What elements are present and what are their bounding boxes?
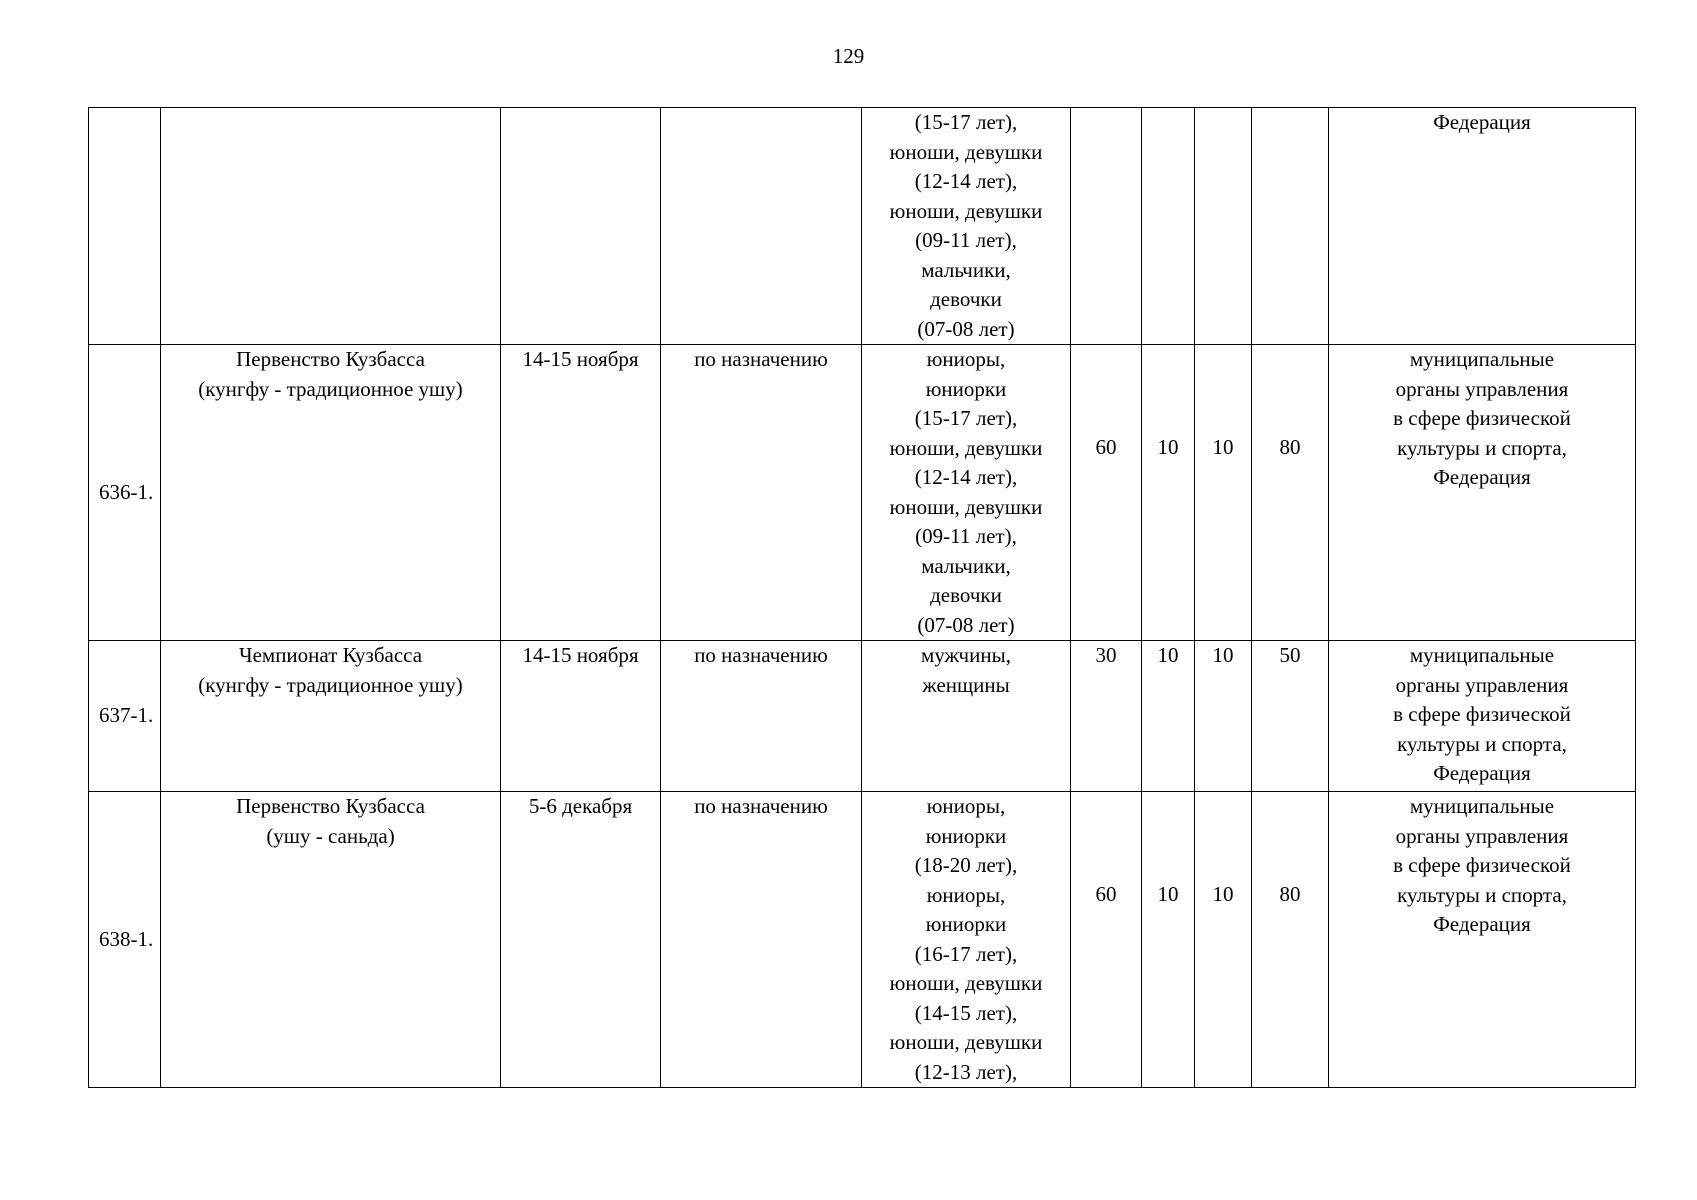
- event-name: Первенство Кузбасса (ушу - саньда): [161, 792, 501, 1088]
- event-place: по назначению: [661, 345, 862, 641]
- count-2: 10: [1142, 641, 1195, 792]
- count-2: [1142, 108, 1195, 345]
- page-number: 129: [832, 44, 865, 68]
- count-1: [1071, 108, 1142, 345]
- count-1: [1071, 345, 1142, 641]
- row-number: 637-1.: [89, 641, 161, 792]
- count-3: [1195, 792, 1252, 1088]
- count-total-value: 80: [1279, 435, 1301, 459]
- count-total: [1252, 108, 1329, 345]
- table-row: [89, 345, 1636, 641]
- count-total: 50: [1252, 641, 1329, 792]
- count-total: [1252, 345, 1329, 641]
- events-table: [88, 107, 1636, 1088]
- participants: юниоры, юниорки (15-17 лет), юноши, девушки (12-14 лет), юноши, девушки (09-11 лет), мальчики, девочки (07-08 лет): [862, 345, 1071, 641]
- count-2-value: 10: [1157, 882, 1179, 906]
- organizers: муниципальные органы управления в сфере физической культуры и спорта, Федерация: [1329, 345, 1636, 641]
- count-2: [1142, 792, 1195, 1088]
- event-place: [661, 108, 862, 345]
- event-place: по назначению: [661, 641, 862, 792]
- count-2-value: 10: [1157, 435, 1179, 459]
- row-number: 638-1.: [89, 792, 161, 1088]
- participants: мужчины, женщины: [862, 641, 1071, 792]
- count-3-value: 10: [1212, 435, 1234, 459]
- count-3: [1195, 108, 1252, 345]
- event-name: [161, 108, 501, 345]
- row-number: 636-1.: [89, 345, 161, 641]
- count-2: [1142, 345, 1195, 641]
- participants: (15-17 лет), юноши, девушки (12-14 лет), юноши, девушки (09-11 лет), мальчики, девочки (07-08 лет): [862, 108, 1071, 345]
- event-place: по назначению: [661, 792, 862, 1088]
- organizers: муниципальные органы управления в сфере физической культуры и спорта, Федерация: [1329, 641, 1636, 792]
- table-row: [89, 792, 1636, 1088]
- event-date: [501, 108, 661, 345]
- event-name: Чемпионат Кузбасса (кунгфу - традиционное ушу): [161, 641, 501, 792]
- event-date: 14-15 ноября: [501, 345, 661, 641]
- row-number: [89, 108, 161, 345]
- count-total-value: 80: [1279, 882, 1301, 906]
- event-date: 5-6 декабря: [501, 792, 661, 1088]
- count-3: 10: [1195, 641, 1252, 792]
- event-name: Первенство Кузбасса (кунгфу - традиционное ушу): [161, 345, 501, 641]
- table-row: [89, 108, 1636, 345]
- count-1-value: 60: [1095, 435, 1117, 459]
- participants: юниоры, юниорки (18-20 лет), юниоры, юниорки (16-17 лет), юноши, девушки (14-15 лет), юноши, девушки (12-13 лет),: [862, 792, 1071, 1088]
- count-1-value: 60: [1095, 882, 1117, 906]
- organizers: муниципальные органы управления в сфере физической культуры и спорта, Федерация: [1329, 792, 1636, 1088]
- table-row: [89, 641, 1636, 792]
- count-total: [1252, 792, 1329, 1088]
- count-3-value: 10: [1212, 882, 1234, 906]
- organizers: Федерация: [1329, 108, 1636, 345]
- count-1: 30: [1071, 641, 1142, 792]
- count-3: [1195, 345, 1252, 641]
- count-1: [1071, 792, 1142, 1088]
- event-date: 14-15 ноября: [501, 641, 661, 792]
